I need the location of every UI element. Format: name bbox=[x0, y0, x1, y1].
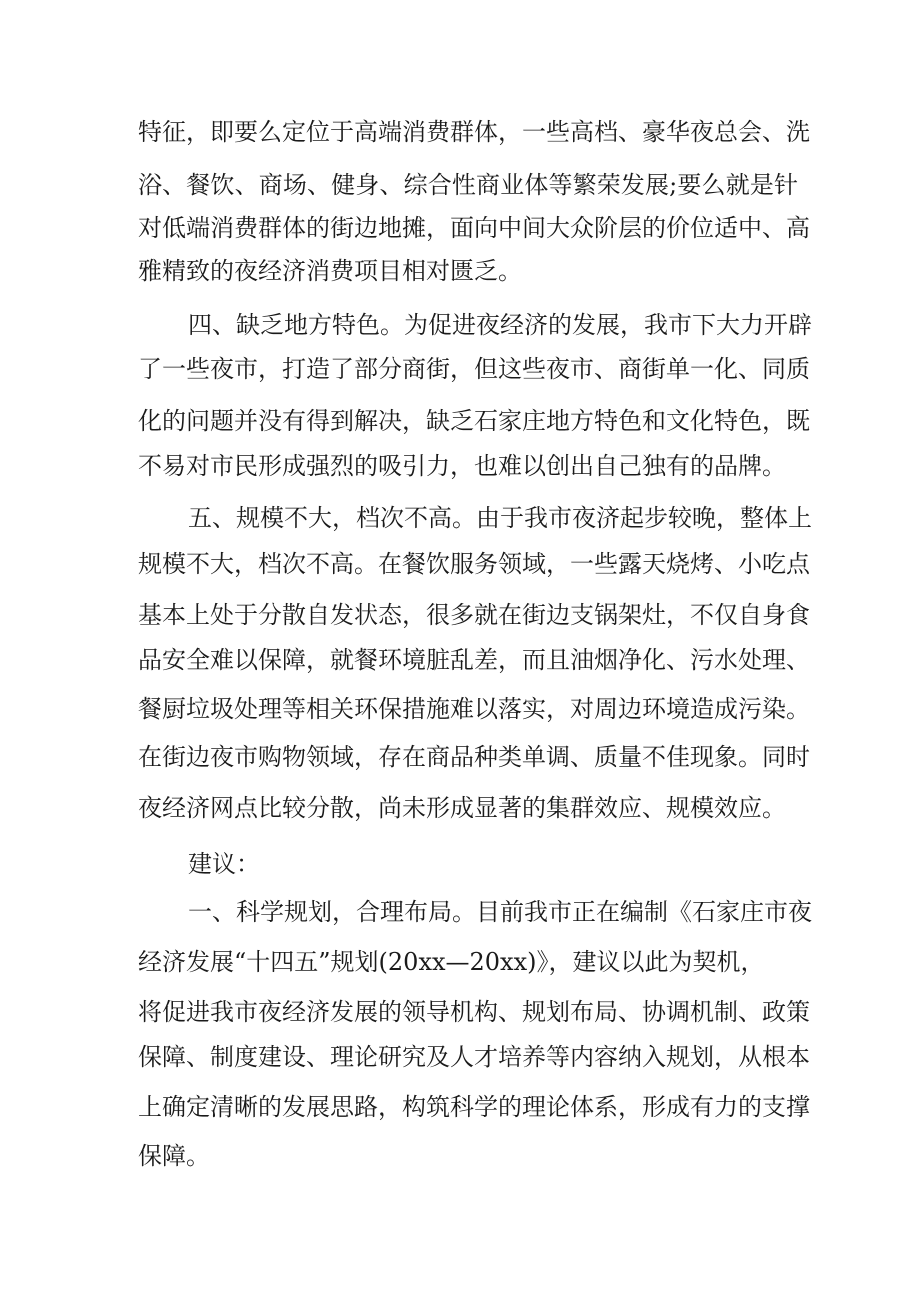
text-line: 将促进我市夜经济发展的领导机构、规划布局、协调机制、政策 bbox=[138, 998, 810, 1026]
text-line: 经济发展“十四五”规划(20xx—20xx)》，建议以此为契机， bbox=[138, 948, 765, 976]
paragraph-heading-4: 四、缺乏地方特色。为促进夜经济的发展，我市下大力开辟 bbox=[188, 311, 812, 339]
text-line: 上确定清晰的发展思路，构筑科学的理论体系，形成有力的支撑 bbox=[138, 1093, 810, 1121]
paragraph-heading-1: 一、科学规划，合理布局。目前我市正在编制《石家庄市夜 bbox=[188, 898, 812, 926]
text-line: 规模不大，档次不高。在餐饮服务领域，一些露天烧烤、小吃点 bbox=[138, 550, 810, 578]
text-line: 不易对市民形成强烈的吸引力，也难以创出自己独有的品牌。 bbox=[138, 452, 786, 480]
text-line: 夜经济网点比较分散，尚未形成显著的集群效应、规模效应。 bbox=[138, 794, 786, 822]
section-heading-suggestions: 建议： bbox=[188, 850, 260, 878]
text-line: 化的问题并没有得到解决，缺乏石家庄地方特色和文化特色，既 bbox=[138, 407, 810, 435]
text-line: 保障、制度建设、理论研究及人才培养等内容纳入规划，从根本 bbox=[138, 1043, 810, 1071]
text-line: 餐厨垃圾处理等相关环保措施难以落实，对周边环境造成污染。 bbox=[138, 695, 810, 723]
text-line: 了一些夜市，打造了部分商街，但这些夜市、商街单一化、同质 bbox=[138, 355, 810, 383]
text-line: 保障。 bbox=[138, 1142, 210, 1170]
paragraph-heading-5: 五、规模不大，档次不高。由于我市夜济起步较晚，整体上 bbox=[188, 504, 812, 532]
text-line: 特征，即要么定位于高端消费群体，一些高档、豪华夜总会、洗 bbox=[138, 118, 810, 146]
text-line: 在街边夜市购物领域，存在商品种类单调、质量不佳现象。同时 bbox=[138, 743, 810, 771]
text-line: 基本上处于分散自发状态，很多就在街边支锅架灶，不仅自身食 bbox=[138, 601, 810, 629]
text-line: 品安全难以保障，就餐环境脏乱差，而且油烟净化、污水处理、 bbox=[138, 646, 810, 674]
text-line: 雅精致的夜经济消费项目相对匮乏。 bbox=[138, 257, 522, 285]
text-line: 浴、餐饮、商场、健身、综合性商业体等繁荣发展;要么就是针 bbox=[138, 171, 798, 199]
text-line: 对低端消费群体的街边地摊，面向中间大众阶层的价位适中、高 bbox=[138, 214, 810, 242]
